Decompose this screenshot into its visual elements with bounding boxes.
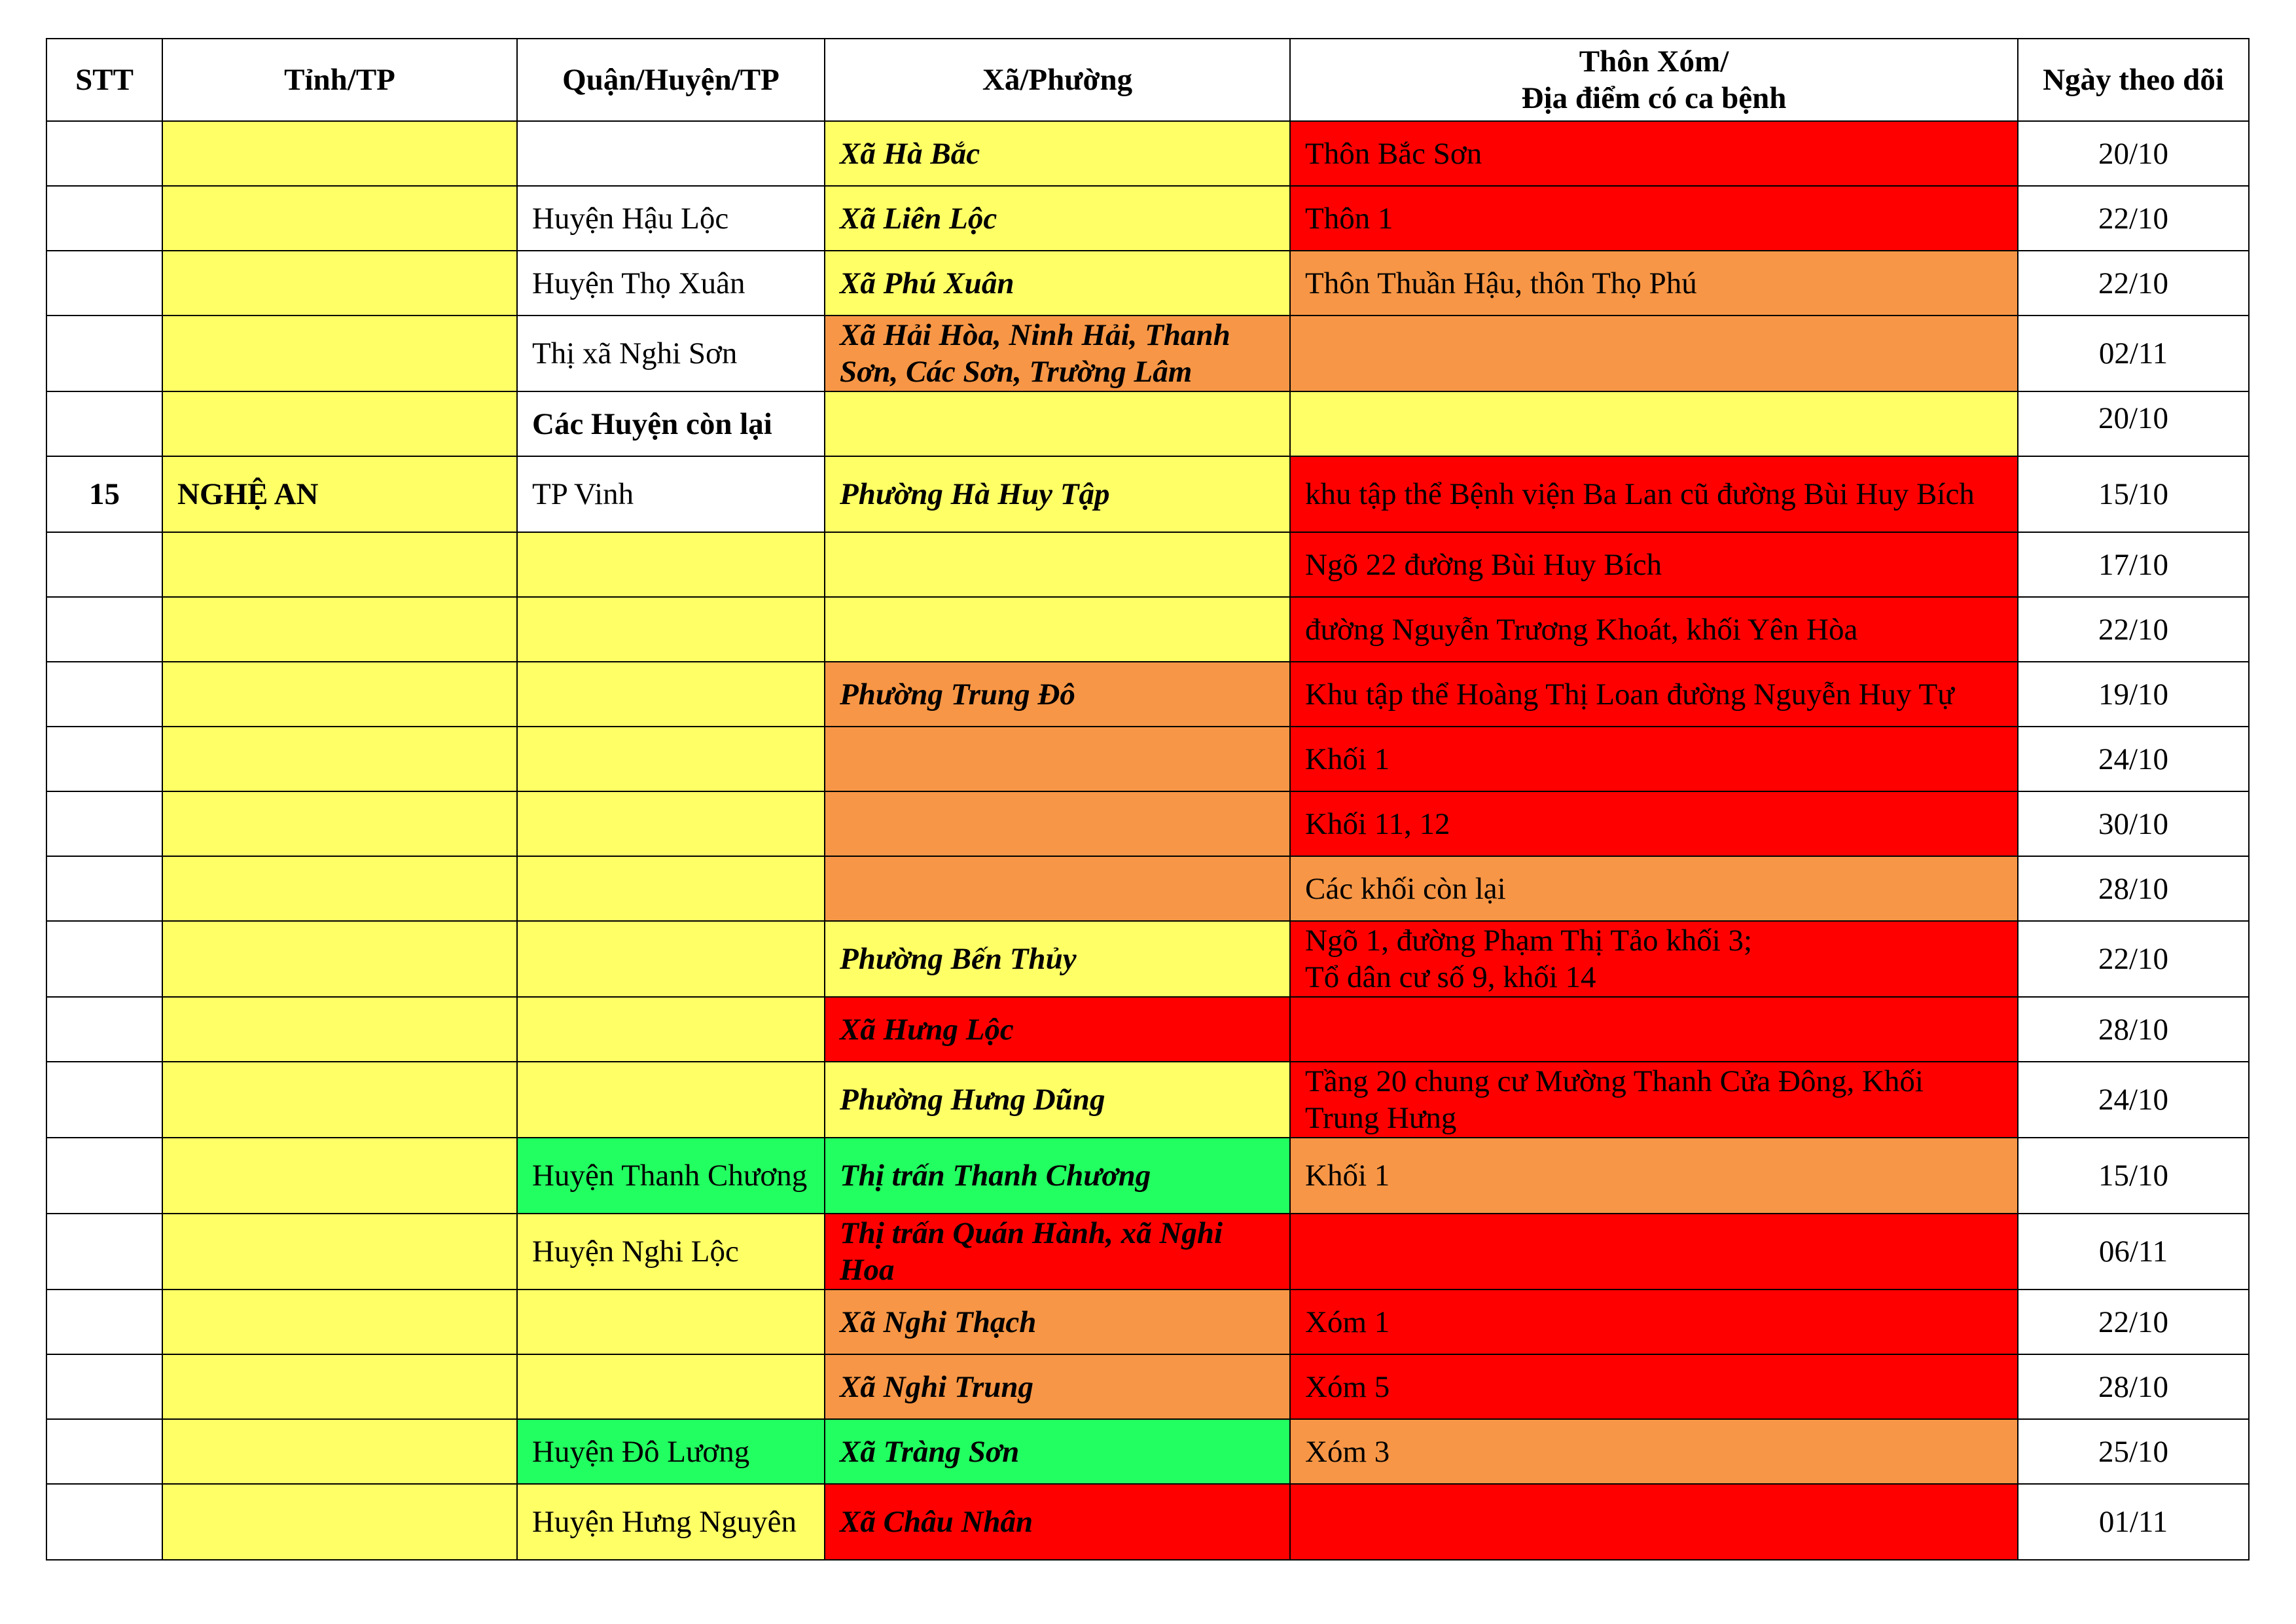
table-row <box>46 1419 2249 1484</box>
cell-date: 19/10 <box>2018 662 2249 727</box>
cell-location: Thôn Bắc Sơn <box>1290 121 2018 186</box>
cell-province <box>162 921 517 997</box>
cell-ward <box>825 391 1290 456</box>
header-ward: Xã/Phường <box>825 39 1290 121</box>
table-row <box>46 121 2249 186</box>
cell-stt <box>46 1214 162 1290</box>
cell-date: 17/10 <box>2018 532 2249 597</box>
cell-stt <box>46 921 162 997</box>
cell-date: 24/10 <box>2018 727 2249 791</box>
cell-location <box>1290 997 2018 1062</box>
table-row <box>46 532 2249 597</box>
cell-province <box>162 662 517 727</box>
cell-stt <box>46 597 162 662</box>
cell-district <box>517 1354 825 1419</box>
cell-location: Ngõ 1, đường Phạm Thị Tảo khối 3; Tổ dân cư số 9, khối 14 <box>1290 921 2018 997</box>
cell-district <box>517 727 825 791</box>
cell-stt <box>46 391 162 456</box>
table-row <box>46 791 2249 856</box>
cell-ward: Thị trấn Quán Hành, xã Nghi Hoa <box>825 1214 1290 1290</box>
cell-stt <box>46 186 162 251</box>
cell-ward <box>825 791 1290 856</box>
cell-district: Huyện Đô Lương <box>517 1419 825 1484</box>
cell-district: Huyện Thọ Xuân <box>517 251 825 316</box>
cell-district: Thị xã Nghi Sơn <box>517 316 825 391</box>
cell-district: TP Vinh <box>517 456 825 532</box>
cell-province <box>162 1484 517 1560</box>
cell-date: 01/11 <box>2018 1484 2249 1560</box>
cell-ward: Xã Châu Nhân <box>825 1484 1290 1560</box>
cell-date: 22/10 <box>2018 251 2249 316</box>
cell-ward: Phường Hưng Dũng <box>825 1062 1290 1138</box>
header-location-line1: Thôn Xóm/ <box>1579 45 1729 79</box>
cell-location <box>1290 316 2018 391</box>
table-row <box>46 456 2249 532</box>
cell-location: Khối 11, 12 <box>1290 791 2018 856</box>
cell-date: 22/10 <box>2018 186 2249 251</box>
cell-ward: Thị trấn Thanh Chương <box>825 1138 1290 1214</box>
cell-ward <box>825 856 1290 921</box>
cell-district <box>517 532 825 597</box>
header-province: Tỉnh/TP <box>162 39 517 121</box>
table-row <box>46 186 2249 251</box>
cell-location: khu tập thể Bệnh viện Ba Lan cũ đường Bùi Huy Bích <box>1290 456 2018 532</box>
cell-location: Ngõ 22 đường Bùi Huy Bích <box>1290 532 2018 597</box>
cell-date: 02/11 <box>2018 316 2249 391</box>
cell-district <box>517 856 825 921</box>
cell-stt <box>46 1484 162 1560</box>
cell-date: 30/10 <box>2018 791 2249 856</box>
cell-district: Các Huyện còn lại <box>517 391 825 456</box>
table-row <box>46 1138 2249 1214</box>
table-row <box>46 1214 2249 1290</box>
table-row <box>46 856 2249 921</box>
cell-stt <box>46 1062 162 1138</box>
table-row <box>46 1290 2249 1354</box>
cell-date: 06/11 <box>2018 1214 2249 1290</box>
cell-district <box>517 791 825 856</box>
cell-ward: Phường Hà Huy Tập <box>825 456 1290 532</box>
cell-stt <box>46 791 162 856</box>
cell-district: Huyện Hưng Nguyên <box>517 1484 825 1560</box>
cell-stt <box>46 251 162 316</box>
cell-province: NGHỆ AN <box>162 456 517 532</box>
cell-ward: Xã Nghi Thạch <box>825 1290 1290 1354</box>
cell-province <box>162 1354 517 1419</box>
cell-province <box>162 532 517 597</box>
cell-date: 15/10 <box>2018 456 2249 532</box>
table-row <box>46 1484 2249 1560</box>
cell-district <box>517 597 825 662</box>
cell-province <box>162 791 517 856</box>
cell-province <box>162 1214 517 1290</box>
cell-district <box>517 662 825 727</box>
cell-date: 20/10 <box>2018 391 2249 456</box>
cell-province <box>162 727 517 791</box>
cell-stt <box>46 1138 162 1214</box>
cell-date: 28/10 <box>2018 856 2249 921</box>
cell-ward <box>825 532 1290 597</box>
cell-province <box>162 186 517 251</box>
cell-location: Khối 1 <box>1290 1138 2018 1214</box>
cell-stt <box>46 1354 162 1419</box>
cell-location: Khu tập thể Hoàng Thị Loan đường Nguyễn Huy Tự <box>1290 662 2018 727</box>
cell-date: 24/10 <box>2018 1062 2249 1138</box>
cell-location: Thôn Thuần Hậu, thôn Thọ Phú <box>1290 251 2018 316</box>
cell-district <box>517 921 825 997</box>
cell-date: 15/10 <box>2018 1138 2249 1214</box>
cell-district <box>517 997 825 1062</box>
cell-stt <box>46 662 162 727</box>
cell-province <box>162 391 517 456</box>
table-row <box>46 1354 2249 1419</box>
cell-date: 22/10 <box>2018 597 2249 662</box>
cell-province <box>162 316 517 391</box>
cell-province <box>162 1062 517 1138</box>
header-row <box>46 39 2249 121</box>
header-location-line2: Địa điểm có ca bệnh <box>1521 81 1787 115</box>
table-row <box>46 316 2249 391</box>
cell-district: Huyện Nghi Lộc <box>517 1214 825 1290</box>
cell-location: Các khối còn lại <box>1290 856 2018 921</box>
cell-date: 22/10 <box>2018 1290 2249 1354</box>
cell-ward: Xã Hải Hòa, Ninh Hải, Thanh Sơn, Các Sơn, Trường Lâm <box>825 316 1290 391</box>
cell-location: Xóm 3 <box>1290 1419 2018 1484</box>
cell-stt <box>46 121 162 186</box>
cell-ward: Xã Tràng Sơn <box>825 1419 1290 1484</box>
cell-ward: Xã Nghi Trung <box>825 1354 1290 1419</box>
cell-location: Khối 1 <box>1290 727 2018 791</box>
cell-ward: Xã Hưng Lộc <box>825 997 1290 1062</box>
table-row <box>46 1062 2249 1138</box>
cell-stt <box>46 1290 162 1354</box>
cell-location <box>1290 1484 2018 1560</box>
table-body <box>46 121 2249 1560</box>
covid-area-table <box>46 38 2250 1561</box>
cell-date: 25/10 <box>2018 1419 2249 1484</box>
cell-province <box>162 121 517 186</box>
cell-province <box>162 251 517 316</box>
header-stt: STT <box>46 39 162 121</box>
cell-district: Huyện Hậu Lộc <box>517 186 825 251</box>
cell-location: Xóm 5 <box>1290 1354 2018 1419</box>
cell-stt <box>46 532 162 597</box>
table-row <box>46 251 2249 316</box>
cell-province <box>162 1290 517 1354</box>
cell-province <box>162 1138 517 1214</box>
cell-stt <box>46 316 162 391</box>
cell-ward <box>825 727 1290 791</box>
cell-stt <box>46 727 162 791</box>
header-date: Ngày theo dõi <box>2018 39 2249 121</box>
cell-ward: Xã Liên Lộc <box>825 186 1290 251</box>
cell-date: 28/10 <box>2018 1354 2249 1419</box>
cell-district <box>517 121 825 186</box>
cell-stt <box>46 856 162 921</box>
cell-date: 20/10 <box>2018 121 2249 186</box>
cell-district <box>517 1062 825 1138</box>
cell-date: 28/10 <box>2018 997 2249 1062</box>
cell-ward: Phường Trung Đô <box>825 662 1290 727</box>
cell-location: Xóm 1 <box>1290 1290 2018 1354</box>
cell-district: Huyện Thanh Chương <box>517 1138 825 1214</box>
header-district: Quận/Huyện/TP <box>517 39 825 121</box>
cell-date: 22/10 <box>2018 921 2249 997</box>
cell-stt <box>46 997 162 1062</box>
table-row <box>46 597 2249 662</box>
table-row <box>46 997 2249 1062</box>
table-row <box>46 391 2249 456</box>
cell-province <box>162 997 517 1062</box>
cell-ward: Xã Phú Xuân <box>825 251 1290 316</box>
table-row <box>46 921 2249 997</box>
cell-ward <box>825 597 1290 662</box>
cell-province <box>162 1419 517 1484</box>
header-location <box>1290 39 2018 121</box>
cell-stt <box>46 1419 162 1484</box>
cell-district <box>517 1290 825 1354</box>
cell-province <box>162 856 517 921</box>
cell-location: Thôn 1 <box>1290 186 2018 251</box>
cell-ward: Phường Bến Thủy <box>825 921 1290 997</box>
cell-stt: 15 <box>46 456 162 532</box>
cell-location <box>1290 1214 2018 1290</box>
cell-location <box>1290 391 2018 456</box>
cell-location: Tầng 20 chung cư Mường Thanh Cửa Đông, Khối Trung Hưng <box>1290 1062 2018 1138</box>
table-row <box>46 662 2249 727</box>
cell-location: đường Nguyễn Trương Khoát, khối Yên Hòa <box>1290 597 2018 662</box>
table-row <box>46 727 2249 791</box>
cell-province <box>162 597 517 662</box>
cell-ward: Xã Hà Bắc <box>825 121 1290 186</box>
